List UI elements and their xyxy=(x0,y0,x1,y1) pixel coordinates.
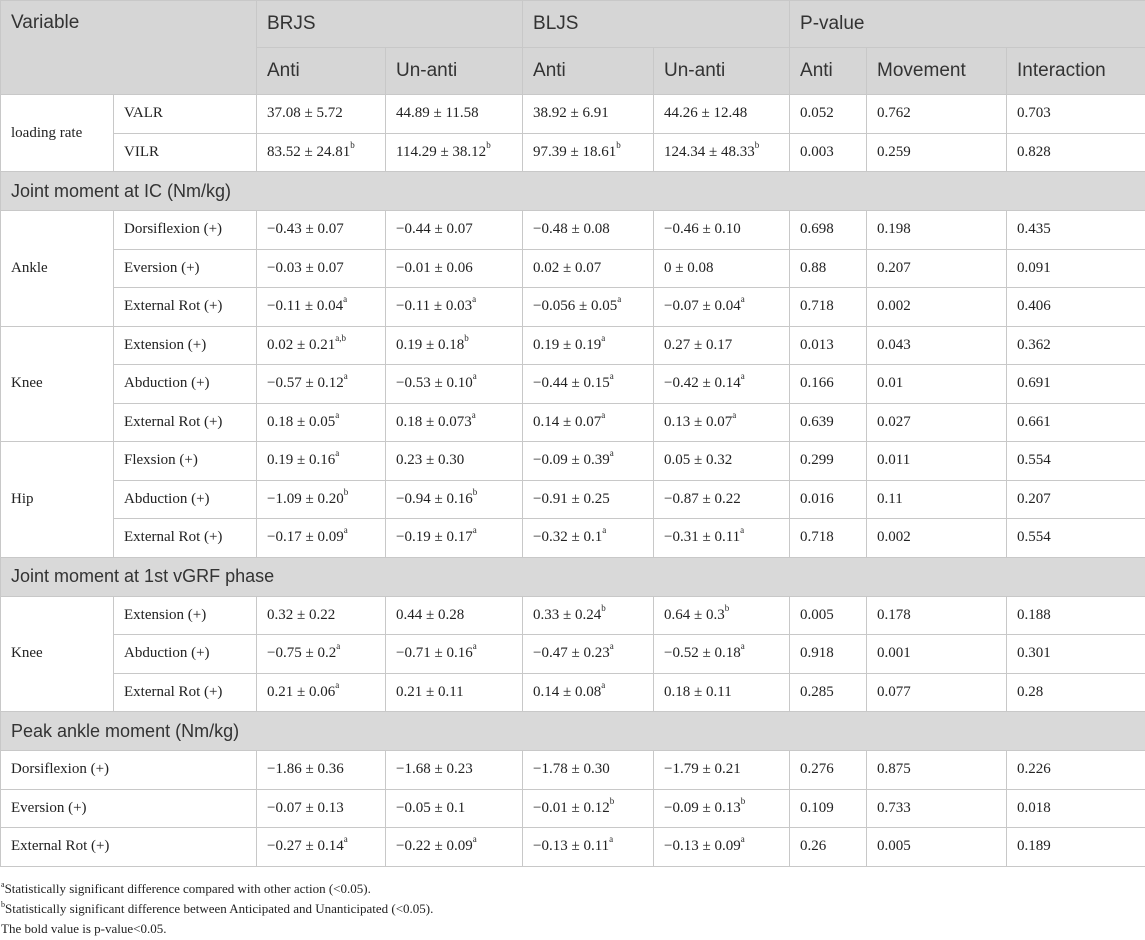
cell-bljs-anti xyxy=(523,751,654,790)
table-row xyxy=(1,635,1145,674)
cell-brjs-anti xyxy=(257,751,386,790)
cell-bljs-unanti xyxy=(654,596,790,635)
value: −0.91 ± 0.25 xyxy=(533,490,610,507)
cell-p-movement: 0.002 xyxy=(867,519,1007,558)
cell-p-movement: 0.01 xyxy=(867,365,1007,404)
cell-bljs-unanti xyxy=(654,95,790,134)
row-label: VILR xyxy=(114,133,257,172)
value: 0.23 ± 0.30 xyxy=(396,452,465,469)
table-row xyxy=(1,480,1145,519)
row-label: Eversion (+) xyxy=(114,249,257,288)
value: 0.21 ± 0.11 xyxy=(396,683,464,700)
value: −0.44 ± 0.07 xyxy=(396,221,473,238)
cell-p-interaction: 0.661 xyxy=(1007,403,1145,442)
cell-bljs-unanti xyxy=(654,789,790,828)
footnote-mark: a xyxy=(609,448,614,459)
section-header-vgrf xyxy=(1,557,1145,596)
group-label: Ankle xyxy=(1,211,114,327)
cell-bljs-unanti xyxy=(654,751,790,790)
section-title: Peak ankle moment (Nm/kg) xyxy=(1,712,1145,751)
cell-brjs-anti xyxy=(257,828,386,867)
cell-p-movement: 0.077 xyxy=(867,673,1007,712)
footnote-mark: b xyxy=(464,332,469,343)
table-row xyxy=(1,249,1145,288)
cell-brjs-unanti xyxy=(386,751,523,790)
cell-p-movement: 0.043 xyxy=(867,326,1007,365)
footnote-mark: a xyxy=(602,525,607,536)
value: 0.18 ± 0.073 xyxy=(396,413,472,430)
cell-p-interaction: 0.406 xyxy=(1007,288,1145,327)
cell-p-interaction: 0.188 xyxy=(1007,596,1145,635)
section-title: Joint moment at 1st vGRF phase xyxy=(1,557,1145,596)
value: −0.57 ± 0.12 xyxy=(267,375,344,392)
footnote-a xyxy=(1,879,1141,899)
footnote-b-text: Statistically significant difference between Anticipated and Unanticipated (<0.05). xyxy=(5,901,434,916)
cell-bljs-unanti xyxy=(654,480,790,519)
row-label: External Rot (+) xyxy=(114,288,257,327)
cell-brjs-anti xyxy=(257,673,386,712)
footnote-mark: a xyxy=(335,679,340,690)
footnote-mark: a xyxy=(343,371,348,382)
footnote-mark: a xyxy=(472,641,477,652)
cell-bljs-unanti xyxy=(654,211,790,250)
header-p-anti: Anti xyxy=(790,48,867,95)
table-row xyxy=(1,442,1145,481)
section-title: Joint moment at IC (Nm/kg) xyxy=(1,172,1145,211)
table-row xyxy=(1,95,1145,134)
footnote-mark: b xyxy=(486,139,491,150)
cell-p-anti: 0.639 xyxy=(790,403,867,442)
cell-bljs-anti xyxy=(523,828,654,867)
cell-p-anti: 0.718 xyxy=(790,519,867,558)
value: 0.32 ± 0.22 xyxy=(267,606,336,623)
table-row xyxy=(1,828,1145,867)
footnote-mark: a xyxy=(472,834,477,845)
cell-brjs-unanti xyxy=(386,288,523,327)
footnote-mark: a xyxy=(601,409,606,420)
cell-bljs-unanti xyxy=(654,519,790,558)
value: 0.64 ± 0.3 xyxy=(664,606,725,623)
cell-brjs-unanti xyxy=(386,673,523,712)
cell-p-movement: 0.002 xyxy=(867,288,1007,327)
cell-brjs-unanti xyxy=(386,635,523,674)
value: −1.68 ± 0.23 xyxy=(396,761,473,778)
cell-bljs-unanti xyxy=(654,133,790,172)
cell-bljs-unanti xyxy=(654,403,790,442)
footnote-mark: a xyxy=(601,679,606,690)
cell-bljs-unanti xyxy=(654,828,790,867)
header-variable: Variable xyxy=(1,1,257,95)
cell-p-interaction: 0.207 xyxy=(1007,480,1145,519)
table-row xyxy=(1,326,1145,365)
footnote-b xyxy=(1,899,1141,919)
footnote-mark: a xyxy=(740,525,745,536)
cell-p-anti: 0.166 xyxy=(790,365,867,404)
footnote-mark: b xyxy=(724,602,730,613)
value: 0.19 ± 0.19 xyxy=(533,336,602,353)
value: 0.44 ± 0.28 xyxy=(396,606,465,623)
footnote-mark: a xyxy=(609,641,614,652)
footnotes xyxy=(1,879,1141,939)
table-row xyxy=(1,519,1145,558)
cell-p-interaction: 0.828 xyxy=(1007,133,1145,172)
value: 44.26 ± 12.48 xyxy=(664,105,748,122)
row-label: Abduction (+) xyxy=(114,635,257,674)
cell-bljs-anti xyxy=(523,133,654,172)
value: −1.78 ± 0.30 xyxy=(533,761,610,778)
value: −0.44 ± 0.15 xyxy=(533,375,610,392)
header-bljs-unanti: Un-anti xyxy=(654,48,790,95)
row-label: Extension (+) xyxy=(114,596,257,635)
value: 0.18 ± 0.11 xyxy=(664,683,732,700)
cell-brjs-anti xyxy=(257,95,386,134)
footnote-a-text: Statistically significant difference compared with other action (<0.05). xyxy=(4,881,371,896)
value: −0.48 ± 0.08 xyxy=(533,221,610,238)
value: −0.46 ± 0.10 xyxy=(664,221,741,238)
footnote-mark: a xyxy=(609,834,614,845)
header-p-movement: Movement xyxy=(867,48,1007,95)
row-label: Extension (+) xyxy=(114,326,257,365)
group-label: Knee xyxy=(1,596,114,712)
table-row xyxy=(1,403,1145,442)
cell-brjs-anti xyxy=(257,480,386,519)
cell-bljs-anti xyxy=(523,249,654,288)
cell-bljs-anti xyxy=(523,211,654,250)
header-brjs-anti: Anti xyxy=(257,48,386,95)
value: 0.18 ± 0.05 xyxy=(267,413,336,430)
cell-bljs-anti xyxy=(523,95,654,134)
value: 38.92 ± 6.91 xyxy=(533,105,609,122)
cell-brjs-anti xyxy=(257,519,386,558)
cell-bljs-unanti xyxy=(654,635,790,674)
header-pvalue: P-value xyxy=(790,1,1145,48)
cell-p-anti: 0.718 xyxy=(790,288,867,327)
row-label: Dorsiflexion (+) xyxy=(1,751,257,790)
value: 0.02 ± 0.07 xyxy=(533,259,602,276)
cell-brjs-anti xyxy=(257,133,386,172)
value: −0.056 ± 0.05 xyxy=(533,298,618,315)
cell-p-interaction: 0.703 xyxy=(1007,95,1145,134)
cell-brjs-unanti xyxy=(386,519,523,558)
footnote-mark: b xyxy=(601,602,606,613)
header-row-1 xyxy=(1,1,1145,48)
cell-bljs-unanti xyxy=(654,288,790,327)
value: −0.09 ± 0.39 xyxy=(533,452,610,469)
footnote-mark: b xyxy=(616,139,621,150)
value: 0.27 ± 0.17 xyxy=(664,336,733,353)
footnote-mark: a xyxy=(740,834,745,845)
cell-brjs-unanti xyxy=(386,480,523,519)
footnote-mark: a,b xyxy=(335,332,346,343)
value: −0.42 ± 0.14 xyxy=(664,375,741,392)
row-label: Dorsiflexion (+) xyxy=(114,211,257,250)
cell-brjs-unanti xyxy=(386,133,523,172)
value: −0.43 ± 0.07 xyxy=(267,221,344,238)
table-row xyxy=(1,596,1145,635)
value: 0.13 ± 0.07 xyxy=(664,413,733,430)
value: 0.21 ± 0.06 xyxy=(267,683,336,700)
table-row xyxy=(1,751,1145,790)
cell-p-movement: 0.011 xyxy=(867,442,1007,481)
cell-bljs-anti xyxy=(523,480,654,519)
value: 0.02 ± 0.21 xyxy=(267,336,336,353)
cell-bljs-anti xyxy=(523,442,654,481)
cell-p-anti: 0.918 xyxy=(790,635,867,674)
footnote-mark: b xyxy=(350,139,355,150)
cell-bljs-anti xyxy=(523,403,654,442)
value: −0.01 ± 0.12 xyxy=(533,799,610,816)
value: 114.29 ± 38.12 xyxy=(396,143,487,160)
cell-brjs-anti xyxy=(257,403,386,442)
value: −0.13 ± 0.09 xyxy=(664,838,741,855)
cell-brjs-unanti xyxy=(386,326,523,365)
value: −0.52 ± 0.18 xyxy=(664,645,741,662)
cell-p-anti: 0.005 xyxy=(790,596,867,635)
footnote-mark: a xyxy=(732,409,737,420)
cell-p-anti: 0.276 xyxy=(790,751,867,790)
cell-brjs-unanti xyxy=(386,403,523,442)
cell-p-interaction: 0.691 xyxy=(1007,365,1145,404)
cell-bljs-anti xyxy=(523,673,654,712)
footnote-mark: a xyxy=(472,525,477,536)
row-label: External Rot (+) xyxy=(114,403,257,442)
cell-p-interaction: 0.301 xyxy=(1007,635,1145,674)
cell-bljs-unanti xyxy=(654,326,790,365)
cell-bljs-unanti xyxy=(654,249,790,288)
value: −0.32 ± 0.1 xyxy=(533,529,603,546)
value: 97.39 ± 18.61 xyxy=(533,143,617,160)
cell-brjs-anti xyxy=(257,442,386,481)
cell-brjs-anti xyxy=(257,596,386,635)
cell-bljs-anti xyxy=(523,596,654,635)
value: 0 ± 0.08 xyxy=(664,259,714,276)
group-label: Knee xyxy=(1,326,114,442)
cell-brjs-unanti xyxy=(386,828,523,867)
row-label: External Rot (+) xyxy=(114,519,257,558)
cell-brjs-anti xyxy=(257,789,386,828)
table-row xyxy=(1,133,1145,172)
footnote-b-mark: b xyxy=(1,899,5,909)
value: −0.22 ± 0.09 xyxy=(396,838,473,855)
cell-p-interaction: 0.018 xyxy=(1007,789,1145,828)
cell-p-interaction: 0.362 xyxy=(1007,326,1145,365)
cell-p-movement: 0.259 xyxy=(867,133,1007,172)
cell-p-interaction: 0.554 xyxy=(1007,442,1145,481)
value: −1.79 ± 0.21 xyxy=(664,761,741,778)
footnote-mark: a xyxy=(336,641,341,652)
cell-p-anti: 0.285 xyxy=(790,673,867,712)
value: −0.31 ± 0.11 xyxy=(664,529,741,546)
footnote-mark: a xyxy=(609,371,614,382)
value: 44.89 ± 11.58 xyxy=(396,105,479,122)
value: −0.01 ± 0.06 xyxy=(396,259,473,276)
cell-p-anti: 0.003 xyxy=(790,133,867,172)
value: −0.87 ± 0.22 xyxy=(664,490,741,507)
footnote-mark: a xyxy=(740,371,745,382)
cell-brjs-unanti xyxy=(386,211,523,250)
cell-brjs-anti xyxy=(257,288,386,327)
cell-brjs-unanti xyxy=(386,596,523,635)
cell-brjs-unanti xyxy=(386,442,523,481)
cell-p-interaction: 0.091 xyxy=(1007,249,1145,288)
table-row xyxy=(1,365,1145,404)
cell-p-anti: 0.052 xyxy=(790,95,867,134)
cell-p-movement: 0.762 xyxy=(867,95,1007,134)
row-label: Eversion (+) xyxy=(1,789,257,828)
footnote-mark: a xyxy=(335,448,340,459)
cell-bljs-unanti xyxy=(654,673,790,712)
footnote-mark: a xyxy=(740,294,745,305)
footnote-mark: a xyxy=(343,525,348,536)
cell-p-movement: 0.207 xyxy=(867,249,1007,288)
table-row xyxy=(1,789,1145,828)
cell-bljs-anti xyxy=(523,365,654,404)
footnote-mark: a xyxy=(740,641,745,652)
cell-brjs-unanti xyxy=(386,249,523,288)
cell-bljs-anti xyxy=(523,519,654,558)
footnote-mark: a xyxy=(343,834,348,845)
value: −0.07 ± 0.04 xyxy=(664,298,741,315)
cell-p-anti: 0.88 xyxy=(790,249,867,288)
value: −0.94 ± 0.16 xyxy=(396,490,473,507)
footnote-mark: b xyxy=(740,795,746,806)
footnote-mark: a xyxy=(472,294,477,305)
value: −0.09 ± 0.13 xyxy=(664,799,741,816)
cell-brjs-anti xyxy=(257,635,386,674)
value: −0.11 ± 0.04 xyxy=(267,298,344,315)
cell-p-anti: 0.013 xyxy=(790,326,867,365)
value: −0.05 ± 0.1 xyxy=(396,799,466,816)
value: −0.19 ± 0.17 xyxy=(396,529,473,546)
footnote-mark: a xyxy=(472,371,477,382)
cell-bljs-anti xyxy=(523,288,654,327)
cell-p-movement: 0.005 xyxy=(867,828,1007,867)
cell-p-anti: 0.109 xyxy=(790,789,867,828)
value: −0.03 ± 0.07 xyxy=(267,259,344,276)
footnote-mark: b xyxy=(472,486,478,497)
value: 0.33 ± 0.24 xyxy=(533,606,602,623)
header-brjs-unanti: Un-anti xyxy=(386,48,523,95)
table-row xyxy=(1,211,1145,250)
cell-p-interaction: 0.189 xyxy=(1007,828,1145,867)
row-label: Abduction (+) xyxy=(114,365,257,404)
footnote-mark: a xyxy=(343,294,348,305)
cell-p-movement: 0.178 xyxy=(867,596,1007,635)
group-label: Hip xyxy=(1,442,114,558)
value: 83.52 ± 24.81 xyxy=(267,143,351,160)
row-label: Flexsion (+) xyxy=(114,442,257,481)
section-header-ic xyxy=(1,172,1145,211)
row-label: External Rot (+) xyxy=(114,673,257,712)
cell-p-movement: 0.875 xyxy=(867,751,1007,790)
footnote-mark: a xyxy=(471,409,476,420)
value: −1.09 ± 0.20 xyxy=(267,490,344,507)
row-label: External Rot (+) xyxy=(1,828,257,867)
cell-p-anti: 0.26 xyxy=(790,828,867,867)
cell-brjs-anti xyxy=(257,249,386,288)
value: −0.75 ± 0.2 xyxy=(267,645,337,662)
group-label: loading rate xyxy=(1,95,114,172)
cell-p-interaction: 0.554 xyxy=(1007,519,1145,558)
cell-p-anti: 0.698 xyxy=(790,211,867,250)
cell-brjs-anti xyxy=(257,326,386,365)
cell-bljs-anti xyxy=(523,789,654,828)
header-brjs: BRJS xyxy=(257,1,523,48)
value: 0.05 ± 0.32 xyxy=(664,452,733,469)
row-label: Abduction (+) xyxy=(114,480,257,519)
cell-bljs-anti xyxy=(523,326,654,365)
cell-brjs-anti xyxy=(257,211,386,250)
table-row xyxy=(1,288,1145,327)
cell-p-interaction: 0.226 xyxy=(1007,751,1145,790)
table-row xyxy=(1,673,1145,712)
footnote-bold-note: The bold value is p-value<0.05. xyxy=(1,921,167,936)
cell-p-anti: 0.299 xyxy=(790,442,867,481)
value: −0.53 ± 0.10 xyxy=(396,375,473,392)
footnote-mark: b xyxy=(754,139,760,150)
footnote-mark: a xyxy=(617,294,622,305)
header-bljs-anti: Anti xyxy=(523,48,654,95)
value: −0.27 ± 0.14 xyxy=(267,838,344,855)
cell-p-movement: 0.027 xyxy=(867,403,1007,442)
footnote-a-mark: a xyxy=(1,879,5,889)
cell-p-movement: 0.001 xyxy=(867,635,1007,674)
row-label: VALR xyxy=(114,95,257,134)
cell-p-anti: 0.016 xyxy=(790,480,867,519)
value: 37.08 ± 5.72 xyxy=(267,105,343,122)
footnote-mark: a xyxy=(335,409,340,420)
value: −1.86 ± 0.36 xyxy=(267,761,344,778)
cell-brjs-unanti xyxy=(386,789,523,828)
cell-p-interaction: 0.28 xyxy=(1007,673,1145,712)
cell-bljs-unanti xyxy=(654,365,790,404)
value: 0.19 ± 0.18 xyxy=(396,336,465,353)
value: 0.19 ± 0.16 xyxy=(267,452,336,469)
value: −0.17 ± 0.09 xyxy=(267,529,344,546)
footnote-mark: b xyxy=(343,486,349,497)
cell-brjs-anti xyxy=(257,365,386,404)
value: −0.13 ± 0.11 xyxy=(533,838,610,855)
value: −0.47 ± 0.23 xyxy=(533,645,610,662)
cell-bljs-unanti xyxy=(654,442,790,481)
cell-brjs-unanti xyxy=(386,365,523,404)
value: −0.71 ± 0.16 xyxy=(396,645,473,662)
value: 124.34 ± 48.33 xyxy=(664,143,755,160)
value: −0.07 ± 0.13 xyxy=(267,799,344,816)
cell-p-movement: 0.198 xyxy=(867,211,1007,250)
value: 0.14 ± 0.07 xyxy=(533,413,602,430)
value: −0.11 ± 0.03 xyxy=(396,298,473,315)
footnote-mark: a xyxy=(601,332,606,343)
cell-p-movement: 0.733 xyxy=(867,789,1007,828)
cell-p-interaction: 0.435 xyxy=(1007,211,1145,250)
value: 0.14 ± 0.08 xyxy=(533,683,602,700)
section-header-peak xyxy=(1,712,1145,751)
footnote-mark: b xyxy=(609,795,615,806)
header-p-interaction: Interaction xyxy=(1007,48,1145,95)
cell-bljs-anti xyxy=(523,635,654,674)
cell-p-movement: 0.11 xyxy=(867,480,1007,519)
header-bljs: BLJS xyxy=(523,1,790,48)
cell-brjs-unanti xyxy=(386,95,523,134)
